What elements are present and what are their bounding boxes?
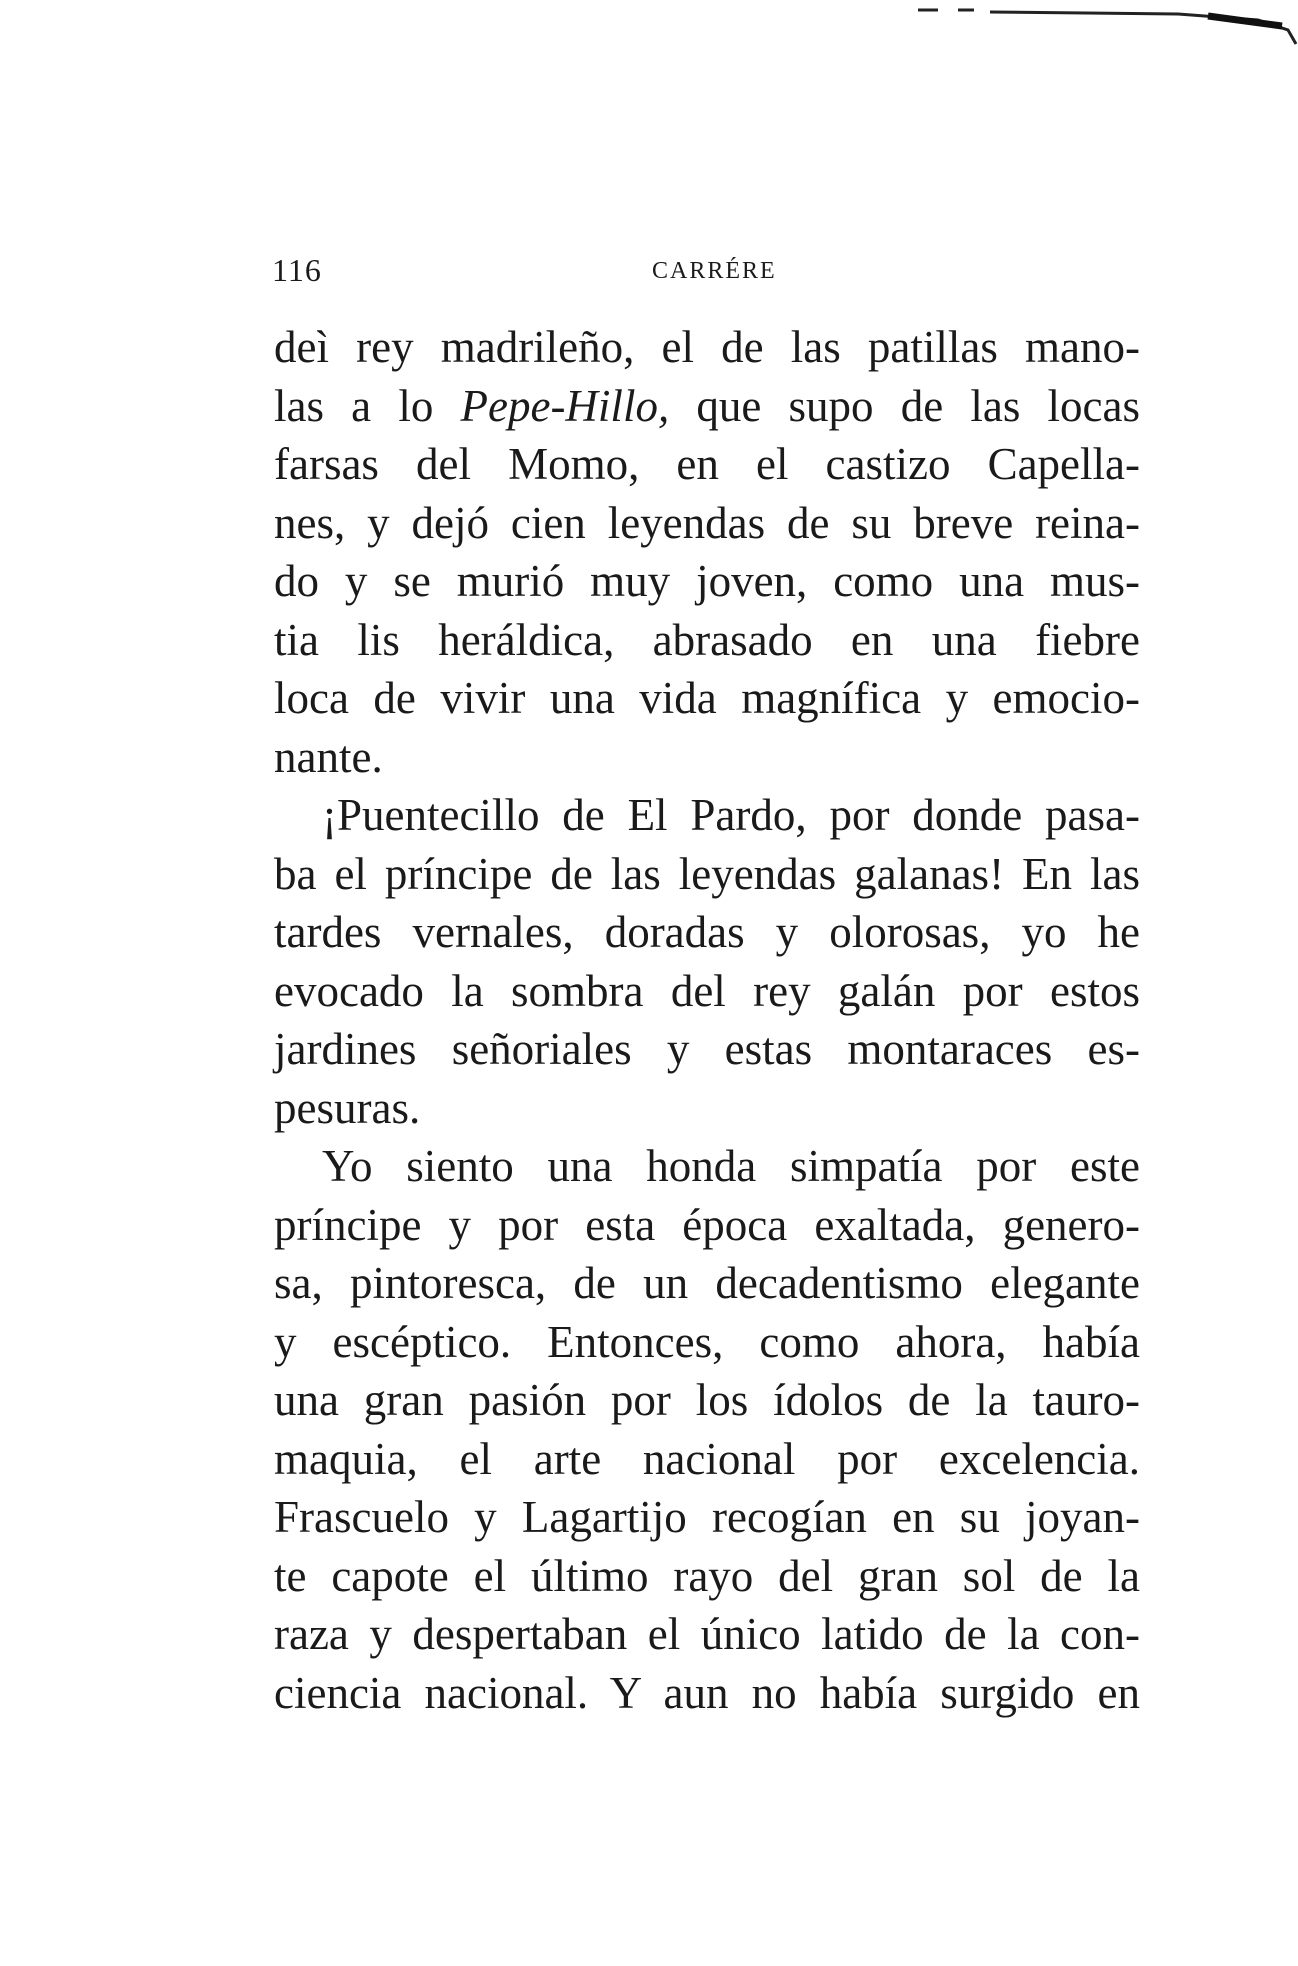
text-line: Frascuelo y Lagartijo recogían en su joyan- bbox=[274, 1492, 1140, 1542]
text-line: raza y despertaban el único latido de la con- bbox=[274, 1609, 1140, 1659]
text-line: y escéptico. Entonces, como ahora, había bbox=[274, 1316, 1140, 1367]
page-number: 116 bbox=[272, 252, 322, 288]
text-line: farsas del Momo, en el castizo Capella- bbox=[274, 439, 1140, 489]
text-line: nes, y dejó cien leyendas de su breve reina- bbox=[274, 497, 1140, 548]
text-line: una gran pasión por los ídolos de la tauro- bbox=[274, 1375, 1140, 1425]
text-line: deì rey madrileño, el de las patillas mano- bbox=[274, 322, 1140, 372]
text-line: do y se murió muy joven, como una mus- bbox=[274, 556, 1140, 606]
running-head: CARRÉRE bbox=[652, 258, 777, 284]
text-line: pesuras. bbox=[274, 1082, 421, 1133]
page-header bbox=[272, 252, 1140, 292]
text-line: evocado la sombra del rey galán por estos bbox=[274, 965, 1140, 1016]
scan-edge-mark bbox=[878, 0, 1298, 48]
text-line: te capote el último rayo del gran sol de la bbox=[274, 1550, 1140, 1601]
body-text bbox=[274, 318, 1140, 1722]
text-line: príncipe y por esta época exaltada, genero- bbox=[274, 1199, 1140, 1250]
text-line: ciencia nacional. Y aun no había surgido en bbox=[274, 1667, 1140, 1718]
text-line: ba el príncipe de las leyendas galanas! En las bbox=[274, 848, 1140, 899]
text-line: maquia, el arte nacional por excelencia. bbox=[274, 1433, 1140, 1484]
text-line: ¡Puentecillo de El Pardo, por donde pasa- bbox=[322, 790, 1140, 840]
text-line: loca de vivir una vida magnífica y emocio- bbox=[274, 673, 1140, 723]
text-line: jardines señoriales y estas montaraces es- bbox=[274, 1024, 1140, 1074]
text-line: tardes vernales, doradas y olorosas, yo he bbox=[274, 907, 1140, 957]
text-line: tia lis heráldica, abrasado en una fiebre bbox=[274, 614, 1140, 665]
text-fragment: las a lo bbox=[274, 380, 434, 431]
text-line: nante. bbox=[274, 731, 383, 782]
text-line: Yo siento una honda simpatía por este bbox=[322, 1141, 1140, 1191]
text-line: sa, pintoresca, de un decadentismo elegante bbox=[274, 1258, 1140, 1308]
text-line bbox=[274, 377, 1140, 436]
text-fragment: que supo de las locas bbox=[696, 380, 1141, 431]
italic-name: Pepe-Hillo, bbox=[460, 380, 670, 431]
